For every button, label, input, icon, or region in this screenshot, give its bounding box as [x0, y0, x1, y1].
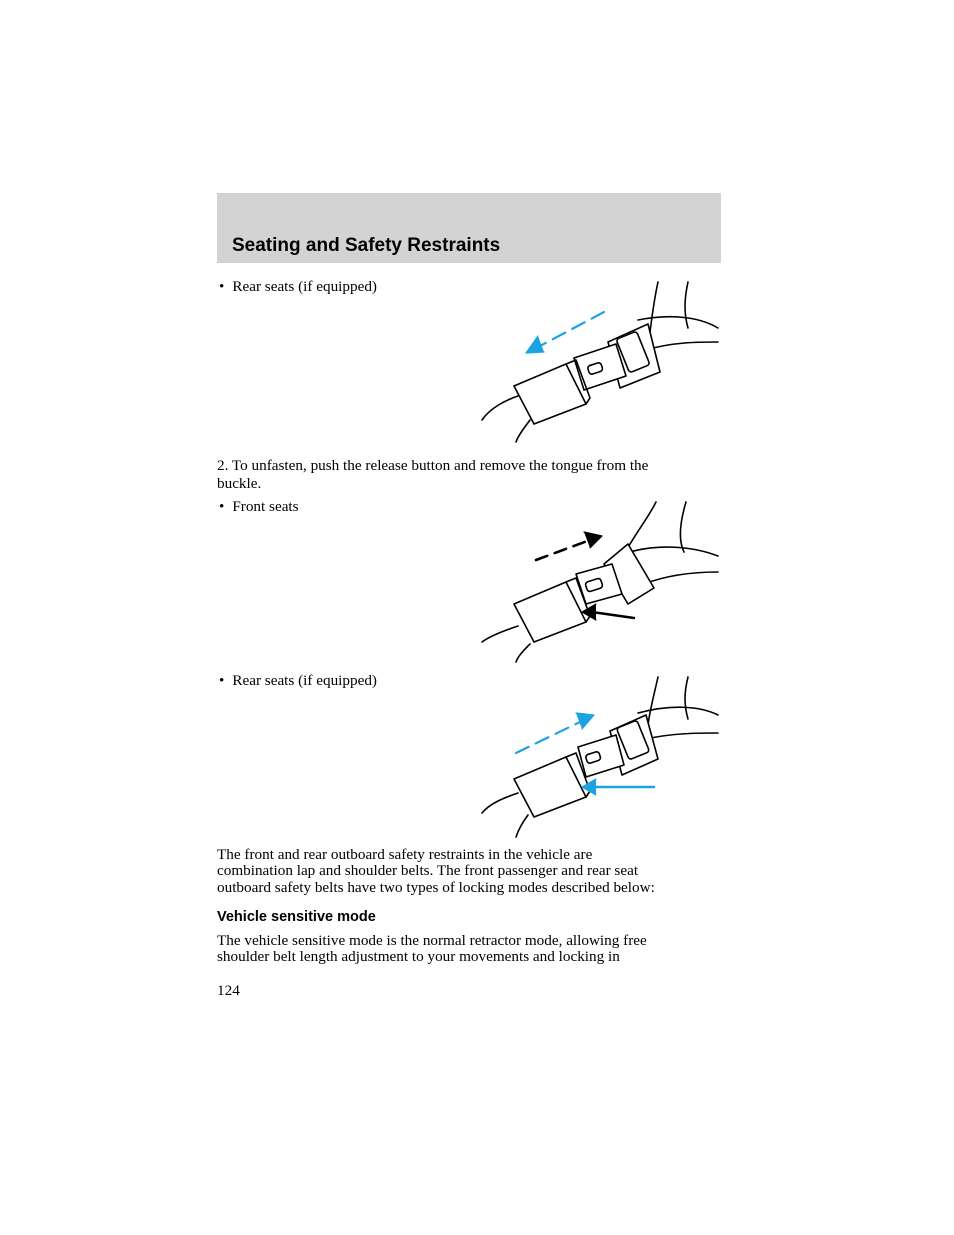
step-2-line-2: buckle.: [217, 475, 262, 492]
section-line-1: The vehicle sensitive mode is the normal retractor mode, allowing free: [217, 932, 647, 949]
paragraph-line-1: The front and rear outboard safety restraints in the vehicle are: [217, 846, 593, 863]
front-seat-belt-unfasten-illustration: [478, 500, 723, 665]
bullet-front-seats: • Front seats: [217, 498, 299, 515]
rear-seat-belt-fasten-illustration: [478, 280, 723, 445]
step-2-line-1: 2. To unfasten, push the release button and remove the tongue from the: [217, 457, 649, 474]
bullet-rear-seats-2: • Rear seats (if equipped): [217, 672, 377, 689]
section-heading: Vehicle sensitive mode: [217, 909, 376, 925]
page-title: Seating and Safety Restraints: [232, 235, 501, 256]
paragraph-line-2: combination lap and shoulder belts. The front passenger and rear seat: [217, 862, 639, 879]
page-number: 124: [217, 982, 240, 999]
section-line-2: shoulder belt length adjustment to your movements and locking in: [217, 948, 620, 965]
section-header: [217, 193, 721, 263]
bullet-rear-seats-1: • Rear seats (if equipped): [217, 278, 377, 295]
paragraph-line-3: outboard safety belts have two types of locking modes described below:: [217, 879, 655, 896]
rear-seat-belt-unfasten-illustration: [478, 675, 723, 840]
